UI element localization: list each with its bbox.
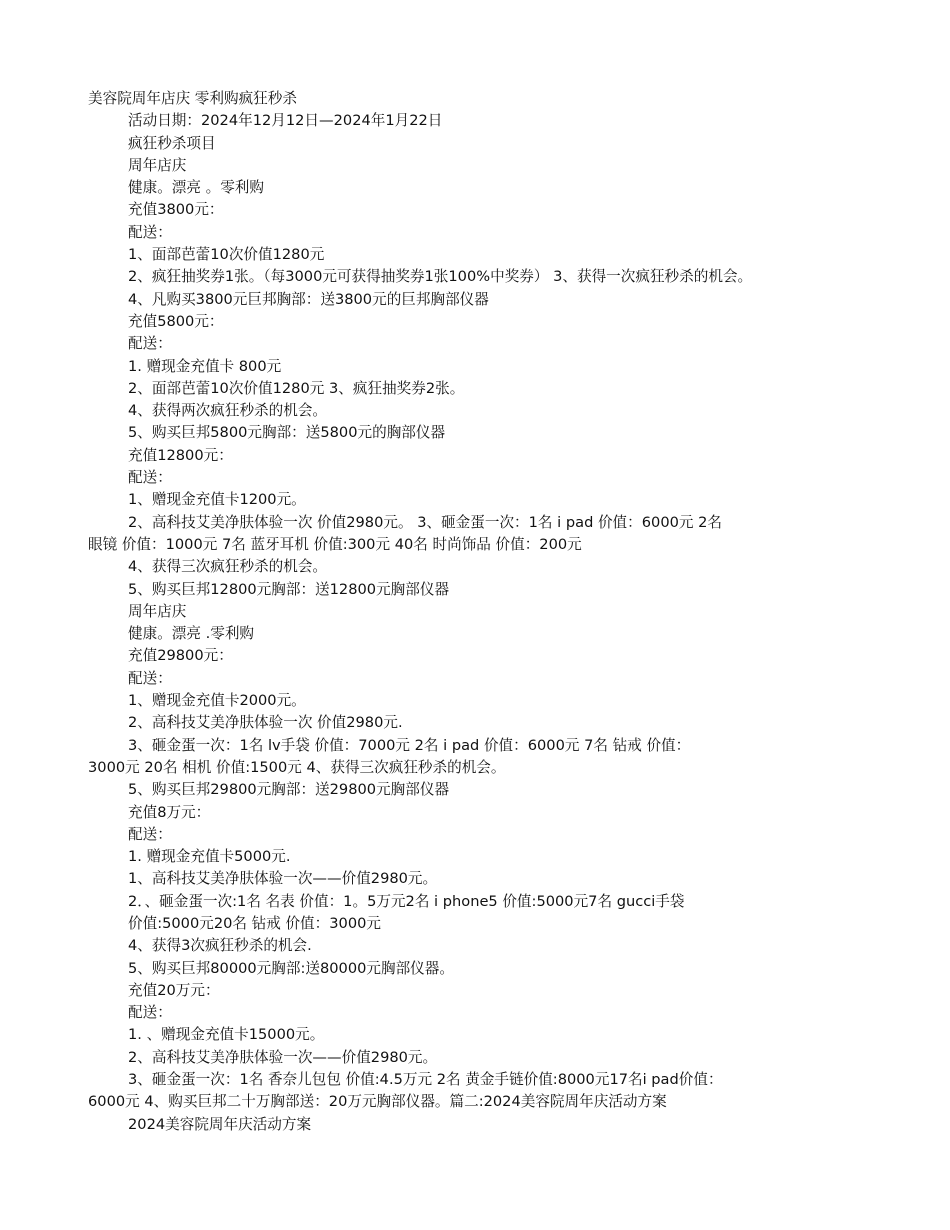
text-line: 配送： [128, 223, 172, 241]
text-line: 健康。漂亮 .零利购 [128, 625, 255, 643]
text-line: 健康。漂亮 。零利购 [128, 179, 264, 197]
text-line: 活动日期：2024年12月12日—2024年1月22日 [128, 112, 443, 130]
text-line: 3000元 20名 相机 价值:1500元 4、获得三次疯狂秒杀的机会。 [88, 758, 506, 776]
text-line: 4、凡购买3800元巨邦胸部：送3800元的巨邦胸部仪器 [128, 290, 489, 308]
text-line: 1. 、赠现金充值卡15000元。 [128, 1026, 325, 1044]
text-line: 5、购买巨邦29800元胸部：送29800元胸部仪器 [128, 781, 450, 799]
text-line: 1、高科技艾美净肤体验一次——价值2980元。 [128, 870, 438, 888]
text-line: 4、获得3次疯狂秒杀的机会. [128, 937, 312, 955]
text-line: 4、获得两次疯狂秒杀的机会。 [128, 402, 328, 420]
text-line: 配送： [128, 1004, 172, 1022]
document-title: 美容院周年店庆 零利购疯狂秒杀 [88, 90, 297, 107]
text-line: 4、获得三次疯狂秒杀的机会。 [128, 558, 328, 576]
text-line: 配送： [128, 469, 172, 487]
text-line: 价值:5000元20名 钻戒 价值：3000元 [128, 914, 381, 932]
text-line: 6000元 4、购买巨邦二十万胸部送：20万元胸部仪器。篇二:2024美容院周年庆活动方案 [88, 1093, 667, 1111]
text-line: 2、疯狂抽奖券1张。（每3000元可获得抽奖券1张100%中奖券） 3、获得一次疯狂秒杀的机会。 [128, 268, 753, 286]
text-line: 充值3800元： [128, 201, 224, 219]
document-body [88, 88, 950, 1136]
text-line: 3、砸金蛋一次：1名 lv手袋 价值：7000元 2名 i pad 价值：6000元 7名 钻戒 价值： [128, 736, 691, 754]
text-line: 2、高科技艾美净肤体验一次 价值2980元。 3、砸金蛋一次：1名 i pad 价值：6000元 2名 [128, 513, 722, 531]
text-line: 5、购买巨邦12800元胸部：送12800元胸部仪器 [128, 580, 450, 598]
text-line: 1、赠现金充值卡2000元。 [128, 692, 306, 710]
text-line: 3、砸金蛋一次：1名 香奈儿包包 价值:4.5万元 2名 黄金手链价值:8000元17名i pad价值： [128, 1071, 723, 1089]
text-line: 1、赠现金充值卡1200元。 [128, 491, 306, 509]
text-line: 配送： [128, 335, 172, 353]
text-line: 周年店庆 [128, 156, 187, 174]
text-line: 配送： [128, 825, 172, 843]
text-line: 充值5800元： [128, 312, 224, 330]
text-line: 1、面部芭蕾10次价值1280元 [128, 246, 325, 264]
text-line: 充值12800元： [128, 446, 233, 464]
text-line: 2．、砸金蛋一次:1名 名表 价值：1。5万元2名 i phone5 价值:5000元7名 gucci手袋 [128, 892, 685, 910]
text-line: 2024美容院周年庆活动方案 [128, 1115, 312, 1133]
text-line: 1. 赠现金充值卡 800元 [128, 357, 282, 375]
text-line: 5、购买巨邦5800元胸部：送5800元的胸部仪器 [128, 424, 446, 442]
text-line: 2、高科技艾美净肤体验一次——价值2980元。 [128, 1048, 438, 1066]
text-line: 充值29800元： [128, 647, 233, 665]
text-line: 5、购买巨邦80000元胸部:送80000元胸部仪器。 [128, 959, 454, 977]
text-line: 1. 赠现金充值卡5000元. [128, 848, 291, 866]
text-line: 周年店庆 [128, 602, 187, 620]
text-line: 2、高科技艾美净肤体验一次 价值2980元. [128, 714, 403, 732]
text-line: 2、面部芭蕾10次价值1280元 3、疯狂抽奖券2张。 [128, 379, 465, 397]
text-line: 充值8万元： [128, 803, 211, 821]
text-line: 配送： [128, 669, 172, 687]
text-line: 眼镜 价值：1000元 7名 蓝牙耳机 价值:300元 40名 时尚饰品 价值：200元 [88, 535, 582, 553]
text-line: 充值20万元： [128, 981, 220, 999]
text-line: 疯狂秒杀项目 [128, 134, 216, 152]
